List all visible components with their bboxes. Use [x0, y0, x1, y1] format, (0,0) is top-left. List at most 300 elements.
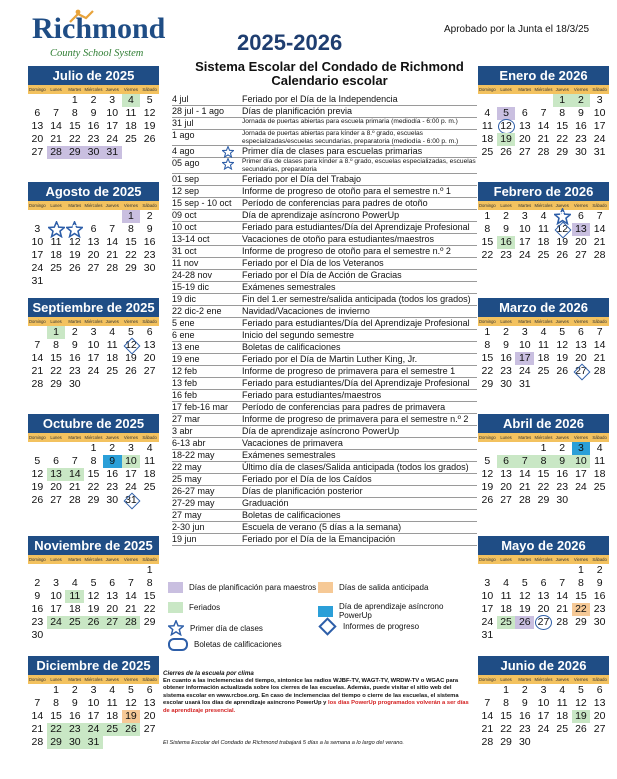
day-cell: 17	[593, 120, 606, 132]
day-cell: 17	[518, 236, 531, 248]
day-cell: 8	[559, 107, 566, 119]
event-text: Informe de progreso de primavera para el semestre n.º 2	[242, 414, 469, 425]
event-row	[172, 414, 477, 426]
event-text: Feriado por el Día de los Caídos	[242, 474, 372, 485]
weekday-label: Viernes	[573, 677, 588, 682]
day-cell: 6	[540, 577, 547, 589]
event-date: 22 may	[172, 462, 202, 473]
event-row	[172, 246, 477, 258]
day-cell: 10	[518, 223, 531, 235]
day-cell: 26	[125, 365, 137, 377]
day-cell: 5	[34, 455, 41, 467]
day-cell: 19	[125, 352, 137, 364]
day-cell: 27	[31, 146, 44, 158]
month-calendar	[478, 298, 609, 391]
day-cell: 2	[559, 442, 566, 454]
day-cell: 31	[518, 378, 531, 390]
purple-swatch	[168, 582, 183, 593]
diamond-icon	[318, 617, 336, 635]
day-cell: 4	[540, 326, 547, 338]
day-cell: 29	[537, 494, 550, 506]
day-cell: 31	[103, 146, 122, 159]
weekday-label: Domingo	[478, 435, 496, 440]
event-row	[172, 146, 477, 158]
event-date: 4 jul	[172, 94, 189, 104]
day-cell: 3	[484, 577, 491, 589]
weekday-label: Martes	[518, 557, 532, 562]
month-calendar	[28, 298, 159, 391]
day-cell: 30	[143, 262, 156, 274]
event-text: Escuela de verano (5 días a la semana)	[242, 522, 402, 533]
day-cell: 2	[146, 210, 153, 222]
day-cell: 3	[90, 684, 97, 696]
day-cell: 24	[106, 133, 119, 145]
event-row	[172, 474, 477, 486]
empty-cell	[28, 564, 47, 577]
day-cell: 23	[575, 133, 587, 145]
weekday-label: Viernes	[573, 87, 588, 92]
day-cell: 5	[65, 223, 84, 236]
empty-cell	[478, 564, 497, 577]
day-cell: 30	[593, 616, 606, 628]
day-cell: 29	[125, 262, 137, 274]
weekday-label: Sábado	[592, 87, 607, 92]
empty-cell	[515, 94, 534, 107]
oval-icon	[168, 638, 188, 651]
days-grid	[478, 326, 609, 391]
day-cell: 10	[87, 697, 100, 709]
weather-closure-notice	[163, 670, 473, 716]
day-cell: 8	[503, 697, 509, 709]
event-text: Jornada de puertas abiertas para escuela primaria (mediodía - 6:00 p. m.)	[242, 118, 458, 125]
weekday-label: Lunes	[50, 203, 62, 208]
month-title: Junio de 2026	[478, 656, 609, 675]
empty-cell	[534, 564, 553, 577]
month-calendar	[478, 66, 609, 159]
weekday-label: Viernes	[573, 203, 588, 208]
day-cell: 4	[109, 684, 116, 696]
day-cell: 1	[484, 326, 491, 338]
day-cell: 24	[537, 723, 550, 735]
day-cell: 23	[106, 481, 119, 493]
event-row	[172, 318, 477, 330]
orange-swatch	[318, 582, 333, 593]
legend-planning	[168, 582, 316, 593]
day-cell: 19	[572, 710, 591, 723]
weekday-label: Lunes	[50, 319, 62, 324]
day-cell: 26	[143, 133, 156, 145]
event-row	[172, 534, 477, 546]
month-title: Septiembre de 2025	[28, 298, 159, 317]
star-icon	[168, 620, 184, 636]
day-cell: 13	[47, 468, 66, 481]
day-cell: 1	[503, 684, 509, 696]
weekday-label: Martes	[68, 435, 82, 440]
month-title: Agosto de 2025	[28, 182, 159, 201]
day-cell: 7	[109, 223, 116, 235]
day-cell: 24	[84, 723, 103, 736]
day-cell: 22	[68, 133, 81, 145]
day-cell: 22	[125, 249, 137, 261]
day-cell: 18	[537, 236, 550, 248]
day-cell: 1	[122, 210, 141, 223]
day-cell: 23	[556, 481, 569, 493]
legend-label: Día de aprendizaje asíncrono PowerUp	[338, 602, 444, 620]
event-row	[172, 94, 477, 106]
weekday-header	[28, 433, 159, 442]
event-date: 28 jul - 1 ago	[172, 106, 225, 116]
day-cell: 14	[556, 590, 569, 602]
event-text: Feriado por el Día de Martin Luther King, Jr.	[242, 354, 418, 365]
weekday-label: Martes	[68, 87, 82, 92]
day-cell: 12	[87, 590, 100, 602]
day-cell: 26	[31, 494, 44, 506]
weekday-label: Lunes	[500, 677, 512, 682]
day-cell: 15	[481, 236, 494, 248]
weekday-label: Sábado	[592, 203, 607, 208]
day-cell: 4	[122, 94, 141, 107]
day-cell: 30	[65, 736, 84, 749]
event-text: Feriado para estudiantes/Día del Aprendizaje Profesional	[242, 318, 470, 329]
event-row	[172, 306, 477, 318]
weekday-label: Martes	[68, 319, 82, 324]
legend-label: Días de salida anticipada	[339, 583, 429, 592]
empty-cell	[497, 94, 516, 107]
empty-cell	[65, 442, 84, 455]
event-text: Días de planificación previa	[242, 106, 353, 116]
weekday-label: Sábado	[592, 319, 607, 324]
day-cell: 29	[500, 736, 512, 748]
event-row	[172, 462, 477, 474]
event-row	[172, 486, 477, 498]
weekday-label: Miércoles	[84, 435, 103, 440]
event-date: 15 sep - 10 oct	[172, 198, 232, 209]
day-cell: 11	[556, 697, 568, 709]
event-row	[172, 402, 477, 414]
day-cell: 27	[500, 494, 512, 506]
day-cell: 11	[144, 455, 156, 467]
event-text: Período de conferencias para padres de otoño	[242, 198, 428, 209]
weekday-label: Jueves	[555, 557, 569, 562]
day-cell: 7	[34, 697, 41, 709]
empty-cell	[84, 210, 103, 223]
day-cell: 6	[90, 223, 97, 235]
weekday-label: Sábado	[142, 557, 157, 562]
day-cell: 7	[540, 107, 547, 119]
weekday-label: Domingo	[28, 87, 46, 92]
day-cell: 16	[593, 590, 606, 602]
weekday-header	[28, 201, 159, 210]
weekday-header	[478, 555, 609, 564]
weekday-label: Domingo	[478, 557, 496, 562]
day-cell: 5	[90, 577, 97, 589]
event-text: Boletas de calificaciones	[242, 510, 341, 521]
weekday-label: Lunes	[50, 435, 62, 440]
day-cell: 14	[537, 120, 550, 132]
event-text: Feriado por el Día de la Independencia	[242, 94, 398, 104]
day-cell: 13	[593, 697, 606, 709]
weekday-label: Domingo	[478, 203, 496, 208]
event-date: 19 jun	[172, 534, 197, 545]
weekday-label: Domingo	[478, 87, 496, 92]
day-cell: 25	[593, 481, 606, 493]
day-cell: 2	[521, 684, 528, 696]
day-cell: 20	[500, 481, 512, 493]
days-grid	[478, 684, 609, 749]
month-title: Julio de 2025	[28, 66, 159, 85]
event-date: 12 feb	[172, 366, 198, 377]
month-title: Mayo de 2026	[478, 536, 609, 555]
day-cell: 9	[90, 107, 97, 119]
legend-early	[318, 582, 428, 593]
event-text: Feriado por el Día de la Emancipación	[242, 534, 396, 545]
event-date: 19 ene	[172, 354, 200, 365]
day-cell: 23	[68, 365, 81, 377]
empty-cell	[534, 94, 553, 107]
day-cell: 4	[71, 577, 78, 589]
weekday-label: Viernes	[123, 435, 138, 440]
event-date: 18-22 may	[172, 450, 215, 461]
event-row	[172, 450, 477, 462]
weekday-label: Lunes	[500, 319, 512, 324]
event-date: 11 nov	[172, 258, 199, 269]
empty-cell	[28, 94, 47, 107]
day-cell: 14	[65, 468, 84, 481]
day-cell: 11	[538, 223, 549, 235]
day-cell: 31	[84, 736, 103, 749]
event-date: 01 sep	[172, 174, 200, 185]
day-cell: 18	[68, 603, 81, 615]
weekday-label: Jueves	[555, 87, 569, 92]
empty-cell	[103, 210, 122, 223]
day-cell: 13	[106, 590, 119, 602]
day-cell: 25	[106, 365, 119, 377]
day-cell: 26	[68, 262, 81, 274]
day-cell: 9	[503, 339, 509, 351]
day-cell: 13	[143, 339, 156, 351]
day-cell: 28	[106, 262, 119, 274]
day-cell: 2	[503, 210, 509, 222]
day-cell: 13	[518, 120, 531, 132]
weekday-label: Martes	[518, 203, 532, 208]
day-cell: 28	[31, 378, 44, 390]
day-cell: 13	[87, 236, 100, 248]
empty-cell	[28, 684, 47, 697]
month-calendar	[28, 656, 159, 749]
day-cell: 19	[122, 710, 141, 723]
day-cell: 19	[68, 249, 81, 261]
day-cell: 27	[518, 146, 531, 158]
day-cell: 24	[518, 249, 531, 261]
event-row	[172, 510, 477, 522]
empty-cell	[28, 326, 47, 339]
day-cell: 24	[481, 616, 494, 628]
day-cell: 12	[125, 697, 137, 709]
event-text: Fin del 1.er semestre/salida anticipada (todos los grados)	[242, 294, 471, 305]
event-date: 27 mar	[172, 414, 201, 425]
legend-label: Boletas de calificaciones	[194, 640, 282, 649]
day-cell: 2	[572, 94, 591, 107]
days-grid	[478, 210, 609, 262]
day-cell: 8	[53, 339, 59, 351]
event-text: Vacaciones de otoño para estudiantes/maestros	[242, 234, 434, 245]
event-text: Primer día de clases para escuelas primarias	[242, 146, 423, 157]
event-date: 4 ago	[172, 146, 242, 157]
month-calendar	[28, 66, 159, 159]
day-cell: 20	[87, 249, 100, 261]
day-cell: 11	[481, 120, 493, 132]
day-cell: 10	[122, 455, 141, 468]
day-cell: 16	[87, 120, 100, 132]
day-cell: 3	[572, 442, 591, 455]
day-cell: 17	[87, 352, 100, 364]
day-cell: 22	[500, 723, 512, 735]
day-cell: 28	[481, 736, 494, 748]
day-cell: 8	[146, 577, 153, 589]
day-cell: 11	[50, 236, 62, 248]
weekday-label: Sábado	[142, 435, 157, 440]
empty-cell	[84, 564, 103, 577]
day-cell: 29	[575, 616, 587, 628]
weekday-header	[478, 675, 609, 684]
event-date: 31 oct	[172, 246, 197, 257]
weekday-label: Viernes	[123, 203, 138, 208]
day-cell: 5	[128, 326, 134, 338]
event-text: Feriado por el Día del Trabajo	[242, 174, 362, 185]
weekday-label: Viernes	[573, 435, 588, 440]
month-calendar	[478, 656, 609, 749]
day-cell: 16	[575, 120, 587, 132]
day-cell: 17	[106, 120, 119, 132]
day-cell: 17	[575, 468, 587, 480]
day-cell: 11	[106, 697, 118, 709]
day-cell: 1	[71, 94, 78, 106]
day-cell: 20	[143, 352, 156, 364]
day-cell: 15	[556, 120, 569, 132]
event-text: Navidad/Vacaciones de invierno	[242, 306, 370, 317]
day-cell: 10	[537, 697, 550, 709]
weekday-label: Miércoles	[534, 677, 553, 682]
weekday-label: Miércoles	[84, 87, 103, 92]
empty-cell	[47, 94, 66, 107]
day-cell: 29	[65, 146, 84, 159]
event-date: 27-29 may	[172, 498, 215, 509]
blue-swatch	[318, 606, 333, 617]
month-calendar	[478, 182, 609, 262]
event-row	[172, 130, 477, 146]
day-cell: 21	[68, 481, 81, 493]
day-cell: 23	[65, 723, 84, 736]
day-cell: 20	[106, 603, 119, 615]
day-cell: 1	[90, 442, 97, 454]
day-cell: 3	[109, 94, 116, 106]
day-cell: 25	[143, 481, 156, 493]
day-cell: 21	[106, 249, 119, 261]
event-text: Vacaciones de primavera	[242, 438, 343, 449]
event-date: 3 abr	[172, 426, 193, 437]
event-date: 15-19 dic	[172, 282, 210, 293]
day-cell: 7	[128, 577, 134, 589]
day-cell: 6	[596, 684, 603, 696]
empty-cell	[65, 564, 84, 577]
day-cell: 5	[578, 684, 584, 696]
weekday-label: Miércoles	[534, 203, 553, 208]
day-cell: 9	[503, 223, 509, 235]
event-row	[172, 438, 477, 450]
day-cell: 9	[578, 107, 584, 119]
day-cell: 29	[47, 736, 66, 749]
day-cell: 19	[143, 120, 156, 132]
weekday-header	[28, 317, 159, 326]
day-cell: 28	[593, 365, 606, 377]
day-cell: 14	[106, 236, 119, 248]
day-cell: 4	[503, 577, 509, 589]
day-cell: 9	[34, 590, 41, 602]
event-date: 6-13 abr	[172, 438, 206, 449]
weekday-label: Viernes	[123, 677, 138, 682]
day-cell: 8	[128, 223, 134, 235]
month-calendar	[28, 414, 159, 507]
day-cell: 10	[572, 455, 591, 468]
day-cell: 21	[125, 603, 137, 615]
month-title: Febrero de 2026	[478, 182, 609, 201]
day-cell: 31	[31, 275, 44, 287]
event-date: 22 dic-2 ene	[172, 306, 222, 317]
day-cell: 18	[106, 710, 119, 722]
event-date: 25 may	[172, 474, 202, 485]
day-cell: 23	[500, 365, 512, 377]
day-cell: 18	[556, 710, 569, 722]
day-cell: 14	[593, 339, 606, 351]
legend-first-day	[168, 620, 263, 636]
event-date: 13 feb	[172, 378, 198, 389]
weekday-label: Domingo	[28, 677, 46, 682]
day-cell: 16	[500, 352, 512, 364]
closure-highlight: los días PowerUp programados volverán a ser días de aprendizaje presencial.	[163, 700, 469, 714]
weekday-label: Jueves	[105, 557, 119, 562]
day-cell: 25	[103, 723, 122, 736]
day-cell: 10	[106, 107, 119, 119]
event-row	[172, 118, 477, 130]
day-cell: 25	[65, 616, 84, 629]
day-cell: 11	[65, 590, 84, 603]
day-cell: 25	[556, 723, 569, 735]
day-cell: 15	[143, 590, 156, 602]
day-cell: 12	[31, 468, 44, 480]
day-cell: 3	[540, 684, 547, 696]
days-grid	[478, 564, 609, 642]
logo-wordmark: Richmond	[32, 12, 166, 45]
event-row	[172, 198, 477, 210]
day-cell: 8	[534, 455, 553, 468]
weekday-label: Miércoles	[534, 435, 553, 440]
day-cell: 2	[34, 577, 41, 589]
logo-tagline: County School System	[50, 48, 144, 59]
day-cell: 8	[90, 455, 97, 467]
day-cell: 13	[537, 590, 550, 602]
empty-cell	[47, 442, 66, 455]
day-cell: 14	[125, 590, 137, 602]
day-cell: 8	[484, 339, 491, 351]
day-cell: 18	[500, 603, 512, 615]
event-row	[172, 498, 477, 510]
day-cell: 13	[500, 468, 512, 480]
day-cell: 3	[128, 442, 134, 454]
day-cell: 29	[143, 616, 156, 628]
day-cell: 30	[84, 146, 103, 159]
day-cell: 26	[481, 494, 494, 506]
event-text: Informe de progreso de otoño para el semestre n.º 2	[242, 246, 451, 257]
